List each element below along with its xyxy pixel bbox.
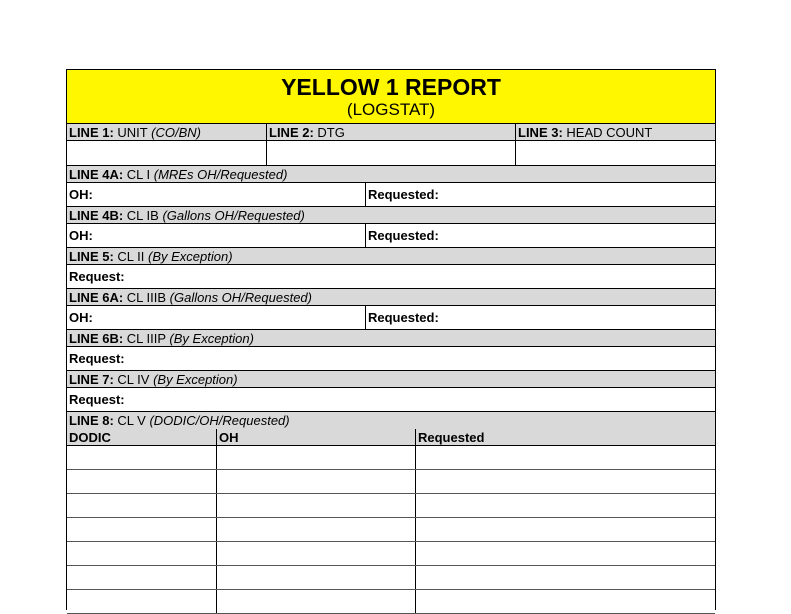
requested-cell[interactable] — [415, 542, 713, 565]
line7-label: LINE 7: CL IV (By Exception) — [69, 372, 238, 387]
line8-header — [67, 412, 715, 429]
line5-label: LINE 5: CL II (By Exception) — [69, 249, 233, 264]
table-row — [67, 494, 715, 518]
line4a-fields — [67, 183, 715, 207]
line6a-oh-field[interactable]: OH: — [69, 310, 93, 325]
requested-cell[interactable] — [415, 446, 713, 469]
yellow1-report-form — [66, 69, 716, 610]
line6b-request-field[interactable]: Request: — [69, 351, 125, 366]
requested-column-header: Requested — [415, 429, 713, 445]
dtg-field[interactable] — [266, 141, 515, 165]
dodic-cell[interactable] — [67, 518, 216, 541]
oh-column-header: OH — [216, 429, 415, 445]
line6b-fields — [67, 347, 715, 371]
requested-cell[interactable] — [415, 470, 713, 493]
line4a-header — [67, 166, 715, 183]
line4b-oh-field[interactable]: OH: — [69, 228, 93, 243]
table-row — [67, 542, 715, 566]
table-row — [67, 518, 715, 542]
line4a-requested-field[interactable]: Requested: — [365, 183, 713, 206]
line1-label: LINE 1: UNIT (CO/BN) — [69, 125, 201, 140]
requested-cell[interactable] — [415, 518, 713, 541]
requested-cell[interactable] — [415, 494, 713, 517]
oh-cell[interactable] — [216, 518, 415, 541]
oh-cell[interactable] — [216, 566, 415, 589]
line4b-header — [67, 207, 715, 224]
table-row — [67, 446, 715, 470]
report-header — [67, 70, 715, 124]
line4a-label: LINE 4A: CL I (MREs OH/Requested) — [69, 167, 288, 182]
table-row — [67, 470, 715, 494]
line6b-header — [67, 330, 715, 347]
line1-3-input-row — [67, 141, 715, 166]
dodic-cell[interactable] — [67, 566, 216, 589]
dodic-cell[interactable] — [67, 494, 216, 517]
line8-grid-header — [67, 429, 715, 446]
line7-request-field[interactable]: Request: — [69, 392, 125, 407]
line8-label: LINE 8: CL V (DODIC/OH/Requested) — [69, 413, 290, 428]
table-row — [67, 566, 715, 590]
dodic-column-header: DODIC — [69, 430, 111, 445]
table-row — [67, 590, 715, 614]
line4b-label: LINE 4B: CL IB (Gallons OH/Requested) — [69, 208, 305, 223]
unit-field[interactable] — [67, 141, 266, 165]
line4b-requested-field[interactable]: Requested: — [365, 224, 713, 247]
line7-fields — [67, 388, 715, 412]
line5-header — [67, 248, 715, 265]
oh-cell[interactable] — [216, 446, 415, 469]
line5-fields — [67, 265, 715, 289]
dodic-cell[interactable] — [67, 590, 216, 613]
requested-cell[interactable] — [415, 566, 713, 589]
line6a-requested-field[interactable]: Requested: — [365, 306, 713, 329]
line6a-fields — [67, 306, 715, 330]
head-count-field[interactable] — [515, 141, 713, 165]
report-title: YELLOW 1 REPORT — [281, 74, 501, 100]
line4a-oh-field[interactable]: OH: — [69, 187, 93, 202]
oh-cell[interactable] — [216, 542, 415, 565]
dodic-cell[interactable] — [67, 470, 216, 493]
oh-cell[interactable] — [216, 470, 415, 493]
dodic-cell[interactable] — [67, 542, 216, 565]
line1-3-header-row — [67, 124, 715, 141]
requested-cell[interactable] — [415, 590, 713, 613]
line6a-header — [67, 289, 715, 306]
line3-label: LINE 3: HEAD COUNT — [515, 124, 713, 140]
line5-request-field[interactable]: Request: — [69, 269, 125, 284]
line2-label: LINE 2: DTG — [266, 124, 515, 140]
report-subtitle: (LOGSTAT) — [346, 100, 436, 119]
oh-cell[interactable] — [216, 494, 415, 517]
line4b-fields — [67, 224, 715, 248]
line6b-label: LINE 6B: CL IIIP (By Exception) — [69, 331, 254, 346]
oh-cell[interactable] — [216, 590, 415, 613]
dodic-cell[interactable] — [67, 446, 216, 469]
line7-header — [67, 371, 715, 388]
line6a-label: LINE 6A: CL IIIB (Gallons OH/Requested) — [69, 290, 312, 305]
